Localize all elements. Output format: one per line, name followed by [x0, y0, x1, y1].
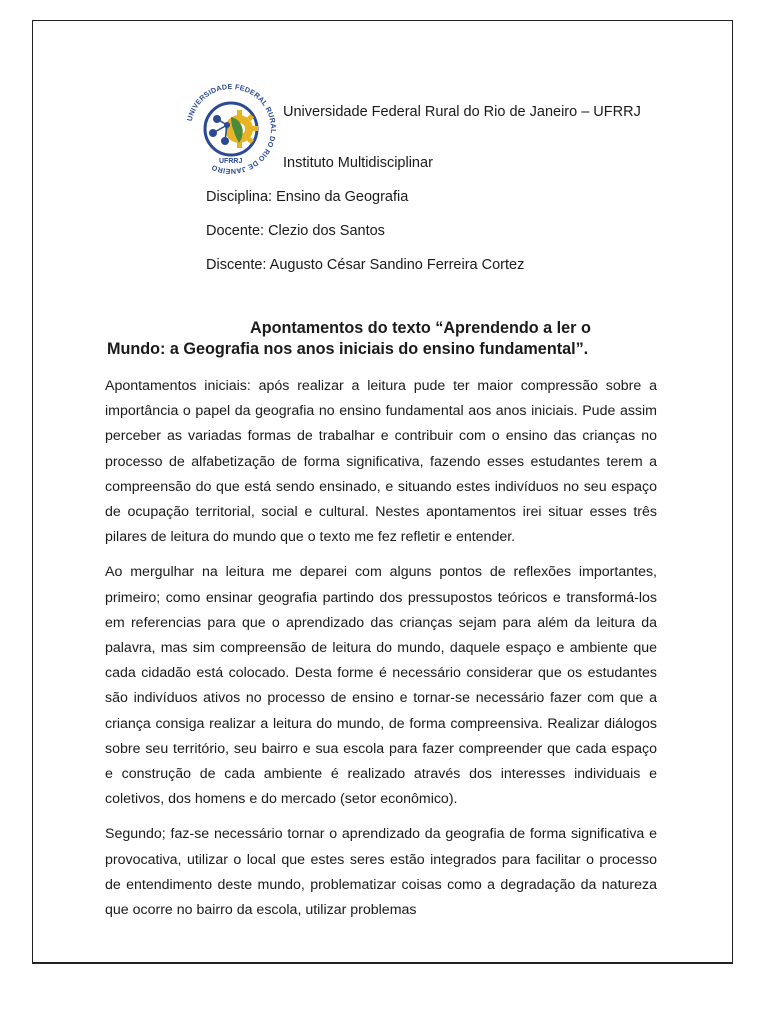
discipline-line: Disciplina: Ensino da Geografia: [206, 189, 409, 205]
logo-ring-text: UNIVERSIDADE FEDERAL RURAL DO RIO DE JANEIRO: [184, 81, 279, 177]
title-line-1: Apontamentos do texto “Aprendendo a ler o: [250, 319, 591, 337]
student-line: Discente: Augusto César Sandino Ferreira Cortez: [206, 257, 525, 273]
university-name: Universidade Federal Rural do Rio de Janeiro – UFRRJ: [283, 104, 641, 120]
paragraph: Segundo; faz-se necessário tornar o aprendizado da geografia de forma significativa e provocativa, utilizar o local que estes seres estão integrados para facilitar o processo de entendimento deste mundo, problematizar coisas como a degradação da natureza que ocorre no bairro da escola, utilizar problemas: [105, 826, 657, 919]
title-line-2: Mundo: a Geografia nos anos iniciais do ensino fundamental”.: [107, 340, 589, 358]
document-page: [32, 20, 733, 964]
body-text: [105, 374, 657, 933]
ufrrj-logo: [181, 79, 281, 179]
paragraph: Apontamentos iniciais: após realizar a leitura pude ter maior compressão sobre a importância o papel da geografia no ensino fundamental aos anos iniciais. Pude assim perceber as variadas formas de trabalhar e contribuir com o ensino das crianças no processo de alfabetização de forma significativa, fazendo esses estudantes terem a compreensão do que está sendo ensinado, e situando estes indivíduos no seu espaço de ocupação territorial, social e cultural. Nestes apontamentos irei situar esses três pilares de leitura do mundo que o texto me fez refletir e entender.: [105, 378, 657, 546]
molecule-icon: [209, 115, 230, 145]
document-title: [107, 318, 667, 360]
teacher-line: Docente: Clezio dos Santos: [206, 223, 385, 239]
logo-center-text: UFRRJ: [219, 158, 243, 165]
institute-name: Instituto Multidisciplinar: [283, 155, 433, 171]
paragraph: Ao mergulhar na leitura me deparei com alguns pontos de reflexões importantes, primeiro; como ensinar geografia partindo dos pressupostos teóricos e transformá-los em referencias para que o aprendizado das crianças sejam para além da leitura da palavra, mas sim compreensão de leitura do mundo, daquele espaço e ambiente que cada cidadão está colocado. Desta forme é necessário considerar que os estudantes são indivíduos ativos no processo de ensino e tornar-se necessário fazer com que a criança consiga realizar a leitura do mundo, de forma compreensiva. Realizar diálogos sobre seu território, seu bairro e sua escola para fazer compreender que cada espaço e construção de cada ambiente é realizado através dos interesses individuais e coletivos, dos homens e do mercado (setor econômico).: [105, 564, 657, 808]
